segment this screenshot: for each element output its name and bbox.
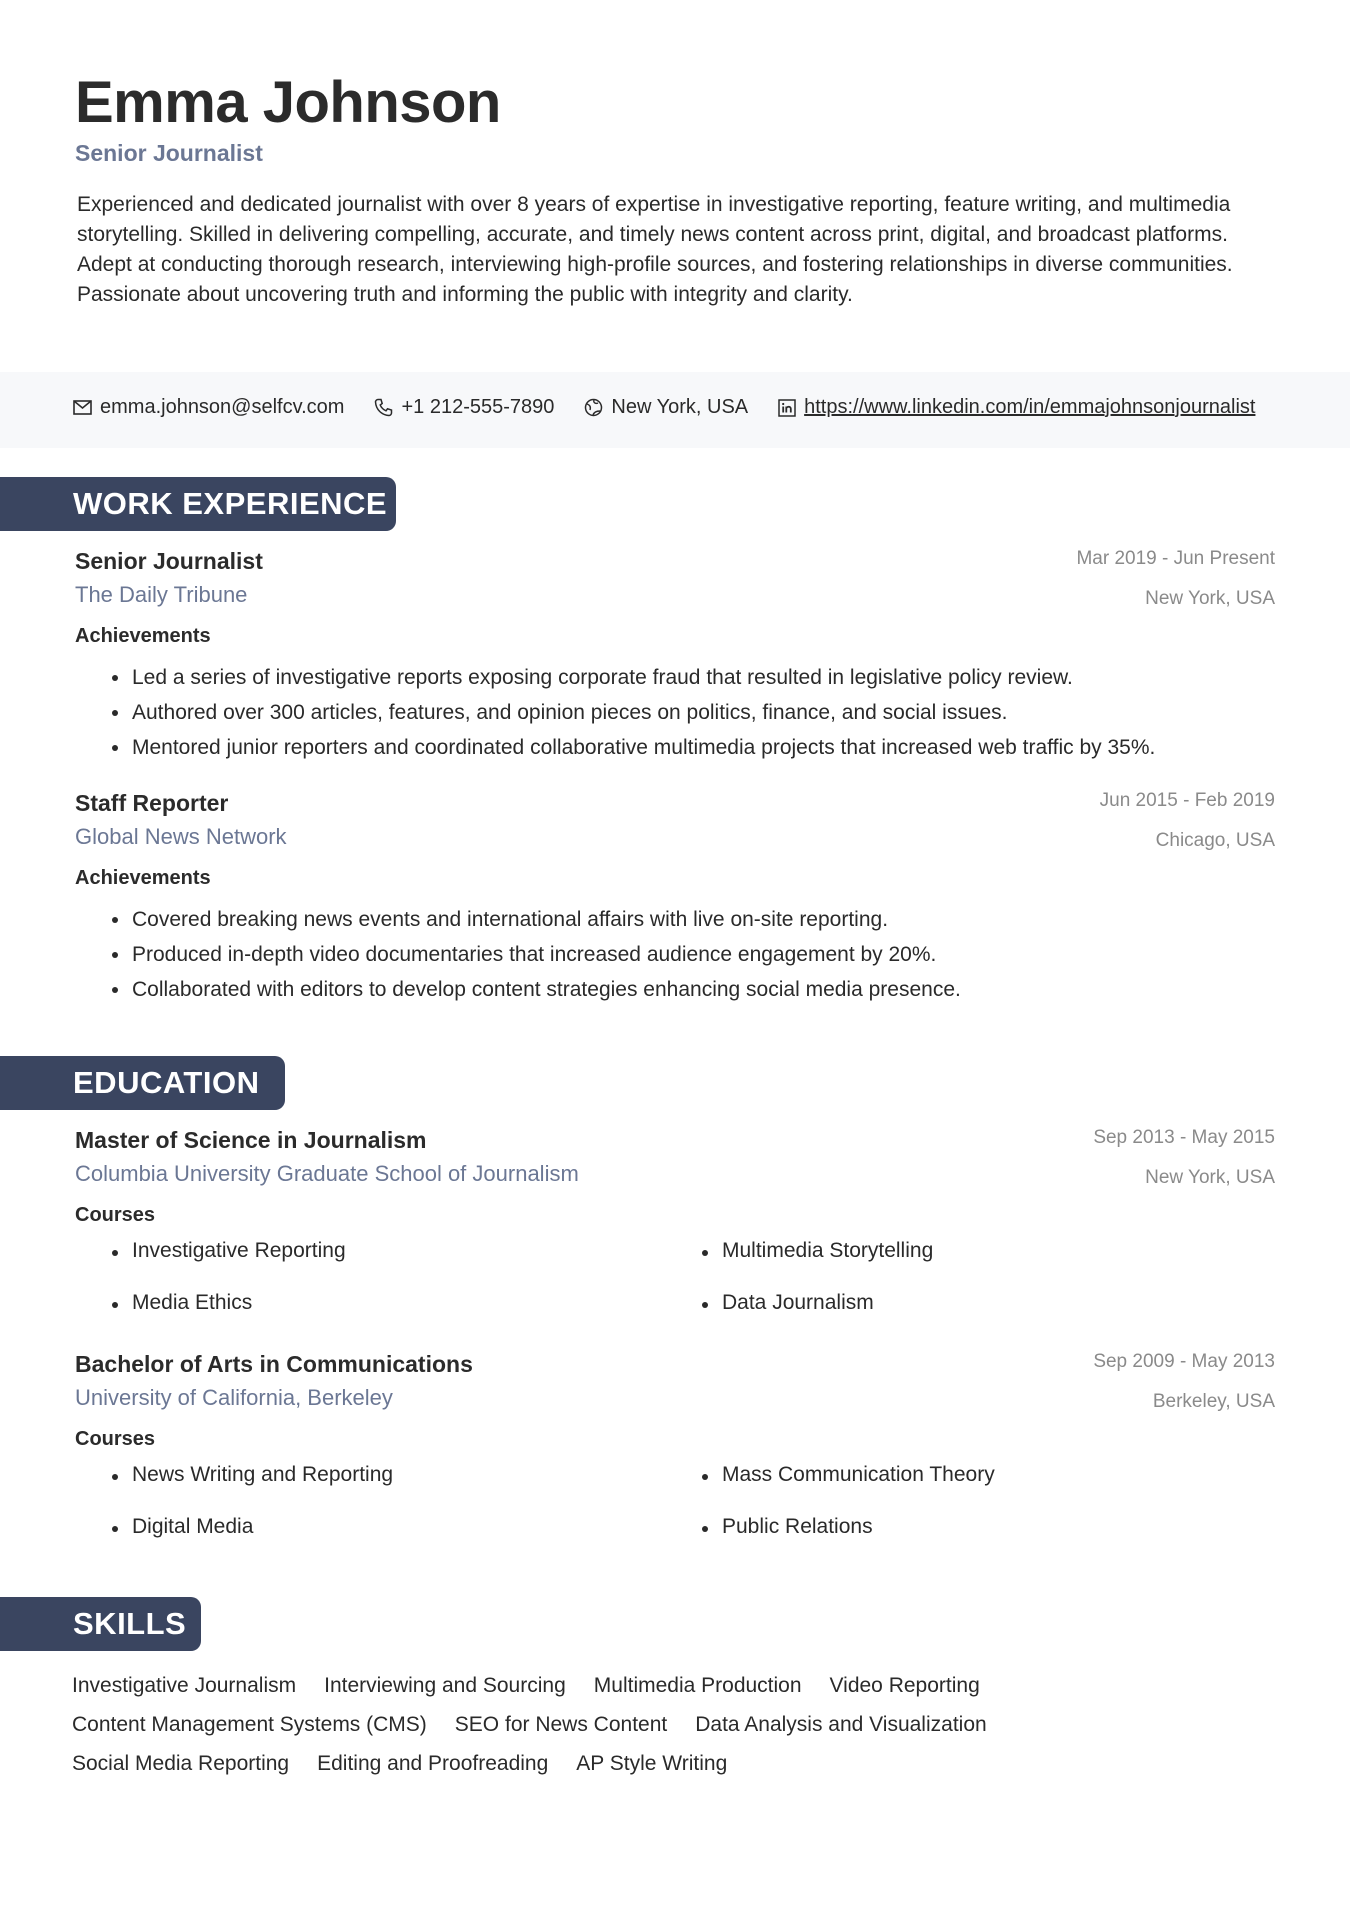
skill-item: SEO for News Content (454, 1712, 668, 1736)
school-name: Columbia University Graduate School of Journalism (75, 1161, 579, 1186)
location-text: New York, USA (611, 396, 749, 418)
skills-row (72, 1666, 1222, 1705)
list-item: Investigative Reporting (132, 1239, 346, 1262)
job-dates: Mar 2019 - Jun Present (1076, 548, 1275, 569)
degree-title: Master of Science in Journalism (75, 1127, 427, 1153)
achievements-list (132, 902, 961, 1007)
candidate-role: Senior Journalist (75, 140, 263, 166)
list-item: Produced in-depth video documentaries that increased audience engagement by 20%. (132, 937, 961, 972)
job-location: New York, USA (1145, 588, 1275, 609)
candidate-name: Emma Johnson (75, 70, 501, 135)
skills-row (72, 1744, 1222, 1783)
skill-item: Content Management Systems (CMS) (72, 1712, 427, 1736)
list-item: Public Relations (722, 1515, 873, 1538)
work-entry (75, 790, 1275, 1010)
skill-item: Interviewing and Sourcing (324, 1673, 566, 1697)
education-dates: Sep 2009 - May 2013 (1093, 1351, 1275, 1372)
resume-header (75, 70, 1275, 167)
employer: Global News Network (75, 824, 287, 849)
education-location: Berkeley, USA (1152, 1391, 1275, 1412)
degree-title: Bachelor of Arts in Communications (75, 1351, 473, 1377)
job-dates: Jun 2015 - Feb 2019 (1099, 790, 1275, 811)
mail-icon (73, 400, 92, 415)
skill-item: Investigative Journalism (72, 1673, 297, 1697)
list-item: Authored over 300 articles, features, and opinion pieces on politics, finance, and social issues. (132, 695, 1155, 730)
skills-list (72, 1666, 1222, 1783)
list-item: Data Journalism (722, 1291, 874, 1314)
education-entry (75, 1351, 1275, 1561)
list-item: Multimedia Storytelling (722, 1239, 934, 1262)
education-location: New York, USA (1145, 1167, 1275, 1188)
job-title: Staff Reporter (75, 790, 229, 816)
employer: The Daily Tribune (75, 582, 248, 607)
skill-item: Data Analysis and Visualization (695, 1712, 987, 1736)
list-item: Media Ethics (132, 1291, 253, 1314)
skill-item: AP Style Writing (576, 1751, 728, 1775)
education-dates: Sep 2013 - May 2015 (1093, 1127, 1275, 1148)
list-item: Led a series of investigative reports exposing corporate fraud that resulted in legislative policy review. (132, 660, 1155, 695)
section-work-experience: WORK EXPERIENCE (0, 477, 396, 531)
skill-item: Social Media Reporting (72, 1751, 290, 1775)
education-entry (75, 1127, 1275, 1337)
courses-heading: Courses (75, 1428, 156, 1450)
achievements-heading: Achievements (75, 867, 211, 889)
email-text: emma.johnson@selfcv.com (100, 396, 345, 418)
achievements-list (132, 660, 1155, 765)
job-location: Chicago, USA (1155, 830, 1275, 851)
contact-location (584, 396, 748, 419)
list-item: Digital Media (132, 1515, 254, 1538)
contact-bar (0, 372, 1350, 448)
section-skills: SKILLS (0, 1597, 201, 1651)
courses-heading: Courses (75, 1204, 156, 1226)
achievements-heading: Achievements (75, 625, 211, 647)
phone-text: +1 212-555-7890 (401, 396, 555, 418)
globe-icon (584, 398, 603, 417)
skill-item: Video Reporting (829, 1673, 980, 1697)
linkedin-link[interactable]: https://www.linkedin.com/in/emmajohnsonjournalist (804, 396, 1256, 418)
list-item: Collaborated with editors to develop content strategies enhancing social media presence. (132, 972, 961, 1007)
contact-linkedin[interactable] (778, 396, 1255, 419)
skills-row (72, 1705, 1222, 1744)
profile-summary: Experienced and dedicated journalist with over 8 years of expertise in investigative reporting, feature writing, and multimedia storytelling. Skilled in delivering compelling, accurate, and timely news content across print, digital, and broadcast platforms. Adept at conducting thorough research, interviewing high-profile sources, and fostering relationships in diverse communities. Passionate about uncovering truth and informing the public with integrity and clarity. (77, 193, 1233, 306)
list-item: Mentored junior reporters and coordinated collaborative multimedia projects that increased web traffic by 35%. (132, 730, 1155, 765)
list-item: Covered breaking news events and international affairs with live on-site reporting. (132, 902, 961, 937)
contact-phone[interactable] (374, 396, 554, 419)
section-education: EDUCATION (0, 1056, 285, 1110)
contact-email[interactable] (73, 396, 344, 419)
work-entry (75, 548, 1275, 768)
linkedin-icon (778, 399, 796, 417)
list-item: News Writing and Reporting (132, 1463, 394, 1486)
list-item: Mass Communication Theory (722, 1463, 995, 1486)
school-name: University of California, Berkeley (75, 1385, 393, 1410)
skill-item: Multimedia Production (593, 1673, 802, 1697)
skill-item: Editing and Proofreading (317, 1751, 549, 1775)
phone-icon (374, 398, 393, 417)
job-title: Senior Journalist (75, 548, 263, 574)
